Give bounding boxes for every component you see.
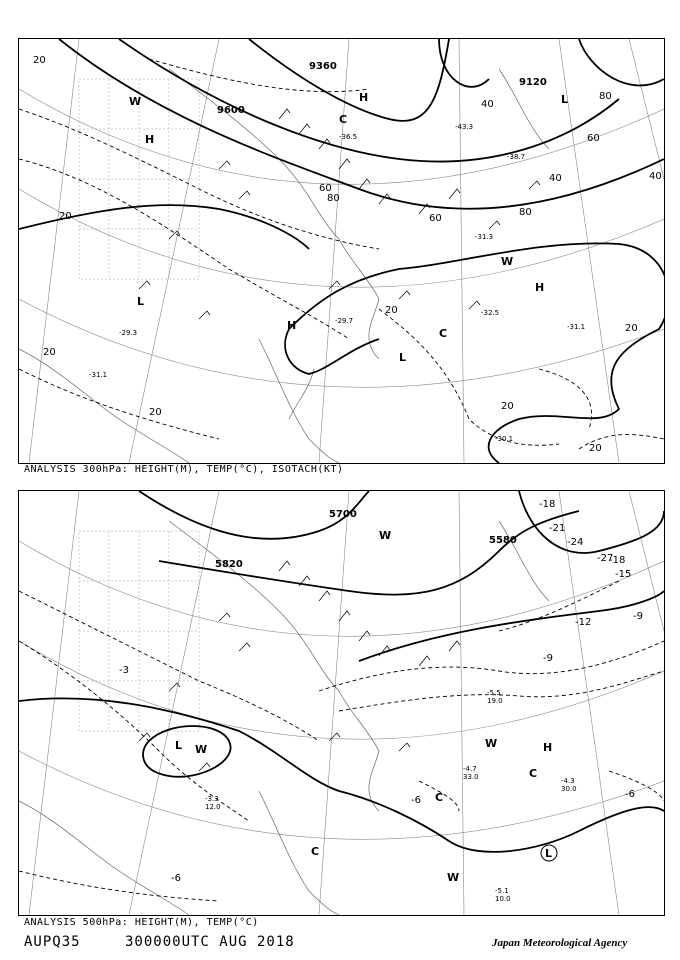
low-center: L bbox=[545, 847, 553, 860]
isotherm-label: -24 bbox=[567, 537, 584, 548]
isotach-label: 80 bbox=[327, 193, 340, 204]
isotherm-label: -18 bbox=[609, 555, 626, 566]
station-value: -5.5 bbox=[487, 689, 501, 697]
warm-center: W bbox=[379, 529, 392, 542]
cold-center: C bbox=[435, 791, 444, 804]
temperature-label: -32.5 bbox=[481, 309, 500, 317]
map-panel-500hpa bbox=[18, 490, 665, 916]
isotach-label: 80 bbox=[599, 91, 612, 102]
height-label: 9600 bbox=[217, 105, 245, 116]
station-value: 12.0 bbox=[205, 803, 221, 811]
valid-time: 300000UTC AUG 2018 bbox=[125, 934, 295, 950]
low-center: L bbox=[175, 739, 183, 752]
temperature-label: -30.1 bbox=[495, 435, 514, 443]
product-code: AUPQ35 bbox=[24, 934, 81, 950]
isotach-label: 20 bbox=[501, 401, 514, 412]
height-label: 5580 bbox=[489, 535, 517, 546]
warm-center: W bbox=[195, 743, 208, 756]
isotach-label: 20 bbox=[33, 55, 46, 66]
isotach-label: 60 bbox=[587, 133, 600, 144]
temperature-label: -31.1 bbox=[89, 371, 108, 379]
isotach-label: 40 bbox=[549, 173, 562, 184]
height-label: 9360 bbox=[309, 61, 337, 72]
temperature-label: -29.7 bbox=[335, 317, 354, 325]
map-panel-300hpa bbox=[18, 38, 665, 464]
isotach-label: 20 bbox=[149, 407, 162, 418]
cold-center: C bbox=[339, 113, 348, 126]
temperature-label: -38.7 bbox=[507, 153, 526, 161]
agency-name: Japan Meteorological Agency bbox=[492, 937, 628, 949]
isotherm-label: -9 bbox=[633, 611, 643, 622]
high-center: H bbox=[543, 741, 553, 754]
temperature-label: -31.1 bbox=[567, 323, 586, 331]
isotherm-label: -21 bbox=[549, 523, 566, 534]
isotherm-label: -12 bbox=[575, 617, 592, 628]
isotach-label: 20 bbox=[625, 323, 638, 334]
height-label: 5820 bbox=[215, 559, 243, 570]
graticule bbox=[19, 491, 664, 915]
temperature-label: -43.3 bbox=[455, 123, 474, 131]
station-value: 10.0 bbox=[495, 895, 511, 903]
cold-center: C bbox=[529, 767, 538, 780]
station-value: -3.3 bbox=[205, 795, 219, 803]
low-center: L bbox=[399, 351, 407, 364]
high-center: H bbox=[535, 281, 545, 294]
wind-barbs bbox=[139, 561, 460, 771]
isotach-label: 60 bbox=[319, 183, 332, 194]
isotach-label: 40 bbox=[649, 171, 662, 182]
high-center: H bbox=[145, 133, 155, 146]
isotach-label: 20 bbox=[59, 211, 72, 222]
isotherm-label: -15 bbox=[615, 569, 632, 580]
coastline bbox=[19, 521, 549, 915]
temperature-label: -29.3 bbox=[119, 329, 138, 337]
high-center: H bbox=[359, 91, 369, 104]
isotherm-label: -18 bbox=[539, 499, 556, 510]
caption-300hpa: ANALYSIS 300hPa: HEIGHT(M), TEMP(°C), ISOTACH(KT) bbox=[24, 464, 344, 475]
isotach-label: 20 bbox=[43, 347, 56, 358]
low-center: L bbox=[561, 93, 569, 106]
isotherm-label: -9 bbox=[543, 653, 553, 664]
height-label: 5700 bbox=[329, 509, 357, 520]
isotherm-label: -27 bbox=[597, 553, 614, 564]
height-label: 9120 bbox=[519, 77, 547, 88]
cold-center: C bbox=[311, 845, 320, 858]
isotherm-label: -6 bbox=[625, 789, 635, 800]
warm-center: W bbox=[129, 95, 142, 108]
station-value: 30.0 bbox=[561, 785, 577, 793]
station-value: 19.0 bbox=[487, 697, 503, 705]
temperature-label: -31.3 bbox=[475, 233, 494, 241]
dashed-grid bbox=[79, 531, 199, 731]
temperature-label: -36.5 bbox=[339, 133, 358, 141]
warm-center: W bbox=[501, 255, 514, 268]
high-center: H bbox=[287, 319, 297, 332]
caption-500hpa: ANALYSIS 500hPa: HEIGHT(M), TEMP(°C) bbox=[24, 917, 259, 928]
map-500hpa-svg bbox=[19, 491, 664, 915]
station-value: -4.3 bbox=[561, 777, 575, 785]
isotach-label: 60 bbox=[429, 213, 442, 224]
low-center: L bbox=[137, 295, 145, 308]
station-value: -5.1 bbox=[495, 887, 509, 895]
dashed-grid bbox=[79, 79, 199, 279]
isotherm-label: -6 bbox=[171, 873, 181, 884]
cold-center: C bbox=[439, 327, 448, 340]
map-300hpa-svg bbox=[19, 39, 664, 463]
isotherm-label: -6 bbox=[411, 795, 421, 806]
isotherms bbox=[19, 581, 664, 901]
isotherm-label: -3 bbox=[119, 665, 129, 676]
isotach-label: 20 bbox=[589, 443, 602, 454]
station-value: 33.0 bbox=[463, 773, 479, 781]
isotach-label: 40 bbox=[481, 99, 494, 110]
isotach-label: 20 bbox=[385, 305, 398, 316]
warm-center: W bbox=[485, 737, 498, 750]
station-value: -4.7 bbox=[463, 765, 477, 773]
isotach-label: 80 bbox=[519, 207, 532, 218]
warm-center: W bbox=[447, 871, 460, 884]
